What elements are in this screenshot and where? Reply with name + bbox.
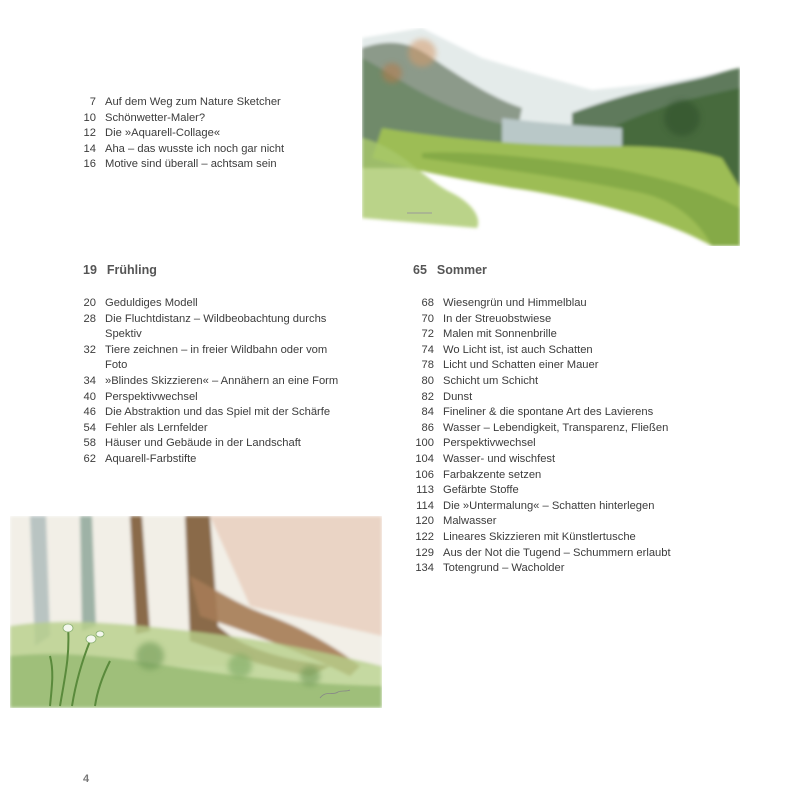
- toc-title-line: Foto: [105, 359, 128, 372]
- toc-page: 10: [83, 111, 96, 124]
- toc-page: 129: [415, 546, 434, 559]
- toc-entry: [413, 468, 713, 484]
- toc-entry: [413, 327, 713, 343]
- toc-page: 106: [415, 468, 434, 481]
- toc-entry: [83, 374, 358, 390]
- section-title: Frühling: [106, 263, 157, 277]
- toc-title: Perspektivwechsel: [443, 437, 536, 450]
- toc-page: 72: [421, 328, 434, 341]
- toc-title: Gefärbte Stoffe: [443, 484, 519, 497]
- page-number: 4: [83, 773, 90, 785]
- toc-title: Die Abstraktion und das Spiel mit der Schärfe: [105, 406, 331, 419]
- toc-title: Wo Licht ist, ist auch Schatten: [443, 343, 593, 356]
- toc-title: Geduldiges Modell: [105, 297, 198, 309]
- toc-title: [105, 312, 358, 343]
- toc-entry: [83, 157, 343, 173]
- toc-page: 114: [416, 499, 434, 512]
- toc-entry: [83, 312, 358, 343]
- toc-entry: [413, 405, 713, 421]
- toc-entry: [83, 111, 343, 127]
- toc-page: 82: [421, 390, 434, 403]
- toc-entry: [413, 499, 713, 515]
- toc-title: Licht und Schatten einer Mauer: [443, 359, 599, 372]
- toc-page: 62: [83, 452, 96, 465]
- toc-title-line: Die Fluchtdistanz – Wildbeobachtung durchs: [105, 312, 327, 325]
- toc-entry: [413, 436, 713, 452]
- toc-title: Wasser – Lebendigkeit, Transparenz, Fließen: [443, 421, 669, 434]
- toc-page: 7: [89, 96, 96, 108]
- toc-page: 100: [415, 437, 434, 450]
- toc-page: 70: [421, 312, 434, 325]
- toc-page: 16: [83, 158, 96, 171]
- toc-entry: [83, 421, 358, 437]
- intro-list: [83, 95, 343, 173]
- section-heading-summer: [413, 263, 487, 277]
- toc-entry: [413, 358, 713, 374]
- toc-title: Farbakzente setzen: [443, 468, 542, 481]
- toc-page: 20: [83, 297, 96, 309]
- toc-entry: [413, 296, 713, 312]
- toc-entry: [413, 390, 713, 406]
- toc-title: Aha – das wusste ich noch gar nicht: [105, 142, 285, 155]
- toc-title: Totengrund – Wacholder: [443, 562, 565, 575]
- toc-entry: [83, 436, 358, 452]
- toc-title: Fineliner & die spontane Art des Lavierens: [443, 406, 654, 419]
- toc-entry: [413, 546, 713, 562]
- toc-title: Auf dem Weg zum Nature Sketcher: [105, 96, 281, 108]
- toc-page: 86: [421, 421, 434, 434]
- toc-title: Malwasser: [443, 515, 497, 528]
- section-page: 19: [83, 263, 97, 277]
- toc-entry: [413, 561, 713, 577]
- toc-title: Schönwetter-Maler?: [105, 111, 206, 124]
- section-heading-spring: [83, 263, 157, 277]
- toc-title: Dunst: [443, 390, 473, 403]
- toc-entry: [413, 312, 713, 328]
- toc-page: 28: [83, 312, 96, 325]
- toc-page: 120: [415, 515, 434, 528]
- toc-title: Motive sind überall – achtsam sein: [105, 158, 277, 171]
- toc-entry: [83, 390, 358, 406]
- toc-title: Fehler als Lernfelder: [105, 421, 208, 434]
- toc-page: 80: [421, 374, 434, 387]
- section-title: Sommer: [436, 263, 487, 277]
- toc-page: 104: [415, 452, 434, 465]
- toc-title: Die »Aquarell-Collage«: [105, 127, 221, 140]
- toc-entry: [83, 296, 358, 312]
- toc-title: Perspektivwechsel: [105, 390, 198, 403]
- toc-title-line: Spektiv: [105, 328, 142, 341]
- toc-page: 113: [416, 484, 434, 497]
- toc-entry: [83, 142, 343, 158]
- toc-entry: [413, 452, 713, 468]
- toc-page: 12: [83, 127, 96, 140]
- toc-page: 34: [83, 374, 96, 387]
- toc-title: Aus der Not die Tugend – Schummern erlaubt: [443, 546, 671, 559]
- toc-page: 78: [421, 359, 434, 372]
- toc-page: 68: [421, 297, 434, 309]
- toc-page: 46: [83, 406, 96, 419]
- toc-title: Lineares Skizzieren mit Künstlertusche: [443, 530, 636, 543]
- toc-page: 32: [83, 343, 96, 356]
- toc-title: Aquarell-Farbstifte: [105, 452, 197, 465]
- spring-list: [83, 296, 358, 468]
- toc-page: 58: [83, 437, 96, 450]
- toc-title: »Blindes Skizzieren« – Annähern an eine Form: [105, 374, 339, 387]
- toc-entry: [413, 483, 713, 499]
- toc-page: 14: [83, 142, 96, 155]
- toc-title-line: Tiere zeichnen – in freier Wildbahn oder vom: [105, 343, 328, 356]
- toc-page: 122: [415, 530, 434, 543]
- summer-list: [413, 296, 713, 577]
- toc-entry: [413, 374, 713, 390]
- toc-title: Die »Untermalung« – Schatten hinterlegen: [443, 499, 655, 512]
- toc-entry: [83, 126, 343, 142]
- toc-entry: [83, 405, 358, 421]
- toc-entry: [413, 514, 713, 530]
- toc-entry: [83, 95, 343, 111]
- toc-page: 40: [83, 390, 96, 403]
- forest-flower-illustration: [10, 516, 382, 708]
- toc-title: Häuser und Gebäude in der Landschaft: [105, 437, 301, 450]
- toc-page: 84: [421, 406, 434, 419]
- toc-title: Malen mit Sonnenbrille: [443, 328, 557, 341]
- toc-page: 54: [83, 421, 96, 434]
- toc-title: Schicht um Schicht: [443, 374, 539, 387]
- section-page: 65: [413, 263, 427, 277]
- toc-entry: [83, 343, 358, 374]
- toc-title: Wiesengrün und Himmelblau: [443, 297, 587, 309]
- toc-entry: [83, 452, 358, 468]
- toc-title: Wasser- und wischfest: [443, 452, 556, 465]
- mountain-valley-illustration: [362, 28, 740, 246]
- toc-page: 134: [415, 562, 434, 575]
- toc-entry: [413, 421, 713, 437]
- toc-title: In der Streuobstwiese: [443, 312, 552, 325]
- toc-entry: [413, 530, 713, 546]
- toc-page: 74: [421, 343, 434, 356]
- toc-title: [105, 343, 358, 374]
- toc-entry: [413, 343, 713, 359]
